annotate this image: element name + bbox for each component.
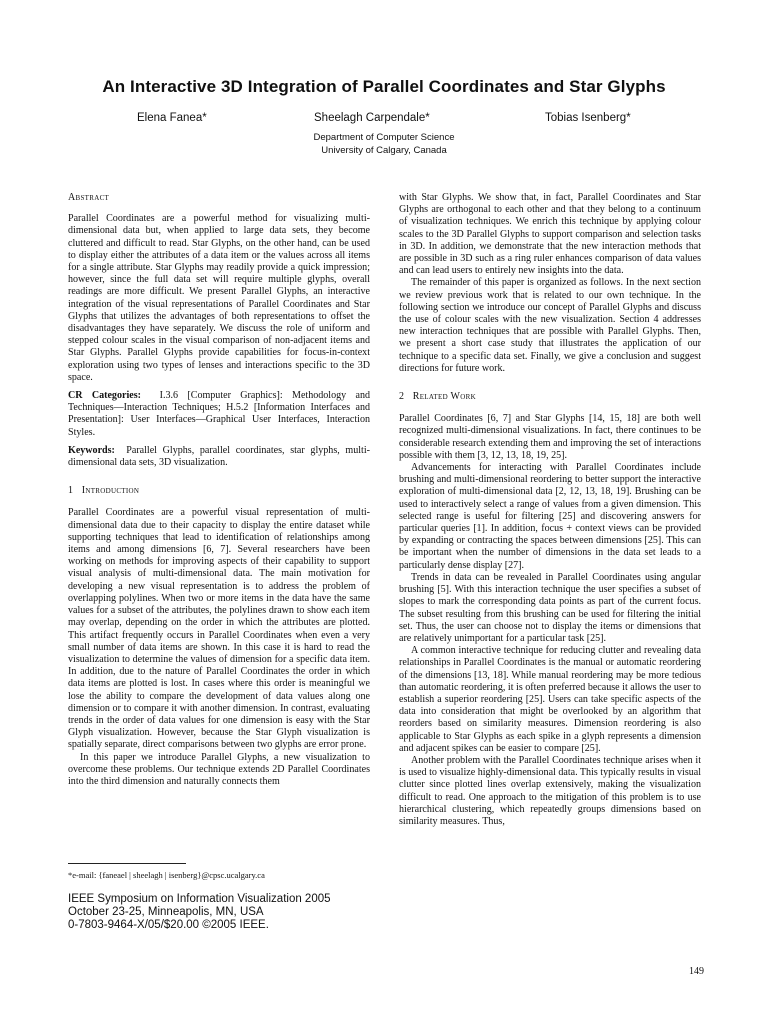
page-number: 149 (689, 966, 704, 977)
body-paragraph: In this paper we introduce Parallel Glyphs, a new visualization to overcome these problems. Our technique extends 2D Parallel Coordinates into the third dimension and naturally connects them (68, 751, 370, 787)
keywords: Keywords: Parallel Glyphs, parallel coordinates, star glyphs, multi-dimensional data sets, 3D visualization. (68, 444, 370, 469)
section-2-heading: 2 Related Work (399, 391, 476, 403)
author-name: Sheelagh Carpendale* (314, 112, 430, 124)
affiliation-department: Department of Computer Science (313, 132, 455, 143)
right-column (399, 192, 701, 828)
body-paragraph: Another problem with the Parallel Coordinates technique arises when it is used to visualize highly-dimensional data. This typically results in visual clutter since plotted lines overlap extensively, making the visualization difficult to read. One approach to the mitigation of this problem is to use hierarchical clustering, which repeatedly groups dimensions based on similarity measures. Thus, (399, 754, 702, 827)
footnote-rule (68, 863, 186, 864)
abstract-text: Parallel Coordinates are a powerful method for visualizing multi-dimensional data but, when applied to large data sets, they become cluttered and difficult to read. Star Glyphs, on the other hand, can be used to display either the attributes of a data item or the values across all items for a single attribute. Star Glyphs may readily provide a quick impression; however, since the full data set will require multiple glyphs, overall readings are more difficult. We present Parallel Glyphs, an interactive integration of the visual representations of Parallel Coordinates and Star Glyphs that utilizes the advantages of both representations to offset the disadvantages they have separately. We discuss the role of uniform and stepped colour scales in the visual comparison of non-adjacent items and Star Glyphs. Parallel Glyphs provide capabilities for focus-in-context exploration using two types of lenses and interactions specific to the 3D space. (68, 213, 370, 383)
left-column (68, 192, 370, 788)
venue-notice (68, 893, 331, 931)
affiliation-university: University of Calgary, Canada (321, 145, 447, 156)
cr-categories: CR Categories: I.3.6 [Computer Graphics]: Methodology and Techniques—Interaction Techniques; H.5.2 [Information Interfaces and Presentation]: User Interfaces—Graphical User Interfaces, Interaction Styles. (68, 390, 370, 438)
venue-line: 0-7803-9464-X/05/$20.00 ©2005 IEEE. (68, 918, 269, 931)
abstract-heading: Abstract (68, 192, 110, 203)
paper-title: An Interactive 3D Integration of Parallel Coordinates and Star Glyphs (102, 77, 666, 96)
body-paragraph: The remainder of this paper is organized as follows. In the next section we review previous work that is related to our own technique. In the following section we introduce our concept of Parallel Glyphs and discuss the use of colour scales with the new visualization. Section 4 addresses new interaction techniques that are possible with Parallel Glyphs. Then, we present a short case study that illustrates the application of our technique to a specific data set. Finally, we give a conclusion and suggest directions for future work. (399, 277, 701, 374)
body-paragraph: with Star Glyphs. We show that, in fact, Parallel Coordinates and Star Glyphs are orthogonal to each other and that they belong to a continuum of visualization techniques. We enrich this technique by applying colour scales to the 3D Parallel Glyphs to support comparison and selection tasks in 3D. In addition, we demonstrate that the new interaction methods that are possible in 3D such as a ring ruler enhances comparison of data values and can lead users to entirely new insights into the data. (399, 192, 701, 277)
author-name: Elena Fanea* (137, 112, 207, 124)
author-name: Tobias Isenberg* (545, 112, 631, 124)
section-1-heading: 1 Introduction (68, 485, 140, 497)
venue-line: October 23-25, Minneapolis, MN, USA (68, 905, 264, 918)
body-paragraph: A common interactive technique for reducing clutter and revealing data relationships in Parallel Coordinates is the manual or automatic reordering of the dimensions [13, 18]. While manual reordering may be more tedious than automatic reordering, it is often preferred because it allows the user to establish a superior reordering [25]. Users can take specific aspects of the data into consideration that might be overlooked by an algorithm that reorders based on similarity measures. Dimension reordering is also applicable to Star Glyphs as each spike in a glyph represents a dimension and adjacent spikes can be easier to compare [25]. (399, 645, 701, 754)
footnote-email: *e-mail: {faneael | sheelagh | isenberg}@cpsc.ucalgary.ca (68, 870, 265, 880)
body-paragraph: Parallel Coordinates [6, 7] and Star Glyphs [14, 15, 18] are both well recognized multi-dimensional visualizations. In fact, there continues to be considerable research extending them and improving the set of interactions possible with them [3, 12, 13, 18, 19, 25]. (399, 413, 701, 461)
body-paragraph: Advancements for interacting with Parallel Coordinates include brushing and multi-dimensional reordering to better support the interactive exploration of multi-dimensional data [2, 12, 13, 18, 19]. Brushing can be used to interactively select a range of values from a given dimension. This selected range is useful for filtering [25] and discovering answers for particular queries [1]. In addition, focus + context views can be provided by expanding or contracting the spaces between dimensions [25]. This can be important when the number of dimensions in the data set leads to a particularly dense display [27]. (399, 462, 701, 571)
venue-line: IEEE Symposium on Information Visualization 2005 (68, 893, 331, 905)
body-paragraph: Parallel Coordinates are a powerful visual representation of multi-dimensional data due to their capacity to display the entire dataset while supporting techniques that lead to identification of relationships among items and among dimensions [6, 7]. Several researchers have been working on methods for improving aspects of their capability to support visual analysis of multi-dimensional data. The main motivation for developing a new visual representation is to address the problem of overlapping polylines. When two or more items in the data have the same values for a subset of the attributes, the polylines drawn to show each item may overlap, depending on the order in which the attributes are plotted. This artifact frequently occurs in Parallel Coordinates when even a very small number of data items are shown. In this case it is hard to read the visualization to determine the values of dimension for a specific data item. In addition, due to the nature of Parallel Coordinates the order in which data items are plotted is lost. In cases where this order is meaningful we lose the ability to compare the development of data values along one dimension or to compare it with another dimension. In contrast, evaluating trends in the order of data values for one dimension is easy with the Star Glyph visualization. However, because the Star Glyph visualization is spatially separate, direct comparisons between two glyphs are error prone. (68, 507, 370, 751)
body-paragraph: Trends in data can be revealed in Parallel Coordinates using angular brushing [5]. With this interaction technique the user specifies a subset of slopes to mark the corresponding data points as part of the current focus. The subset resulting from this brushing can be used for filtering the initial set. Thus, the user can choose not to display the items or dimensions that are relatively unimportant for a particular task [25]. (399, 571, 701, 644)
